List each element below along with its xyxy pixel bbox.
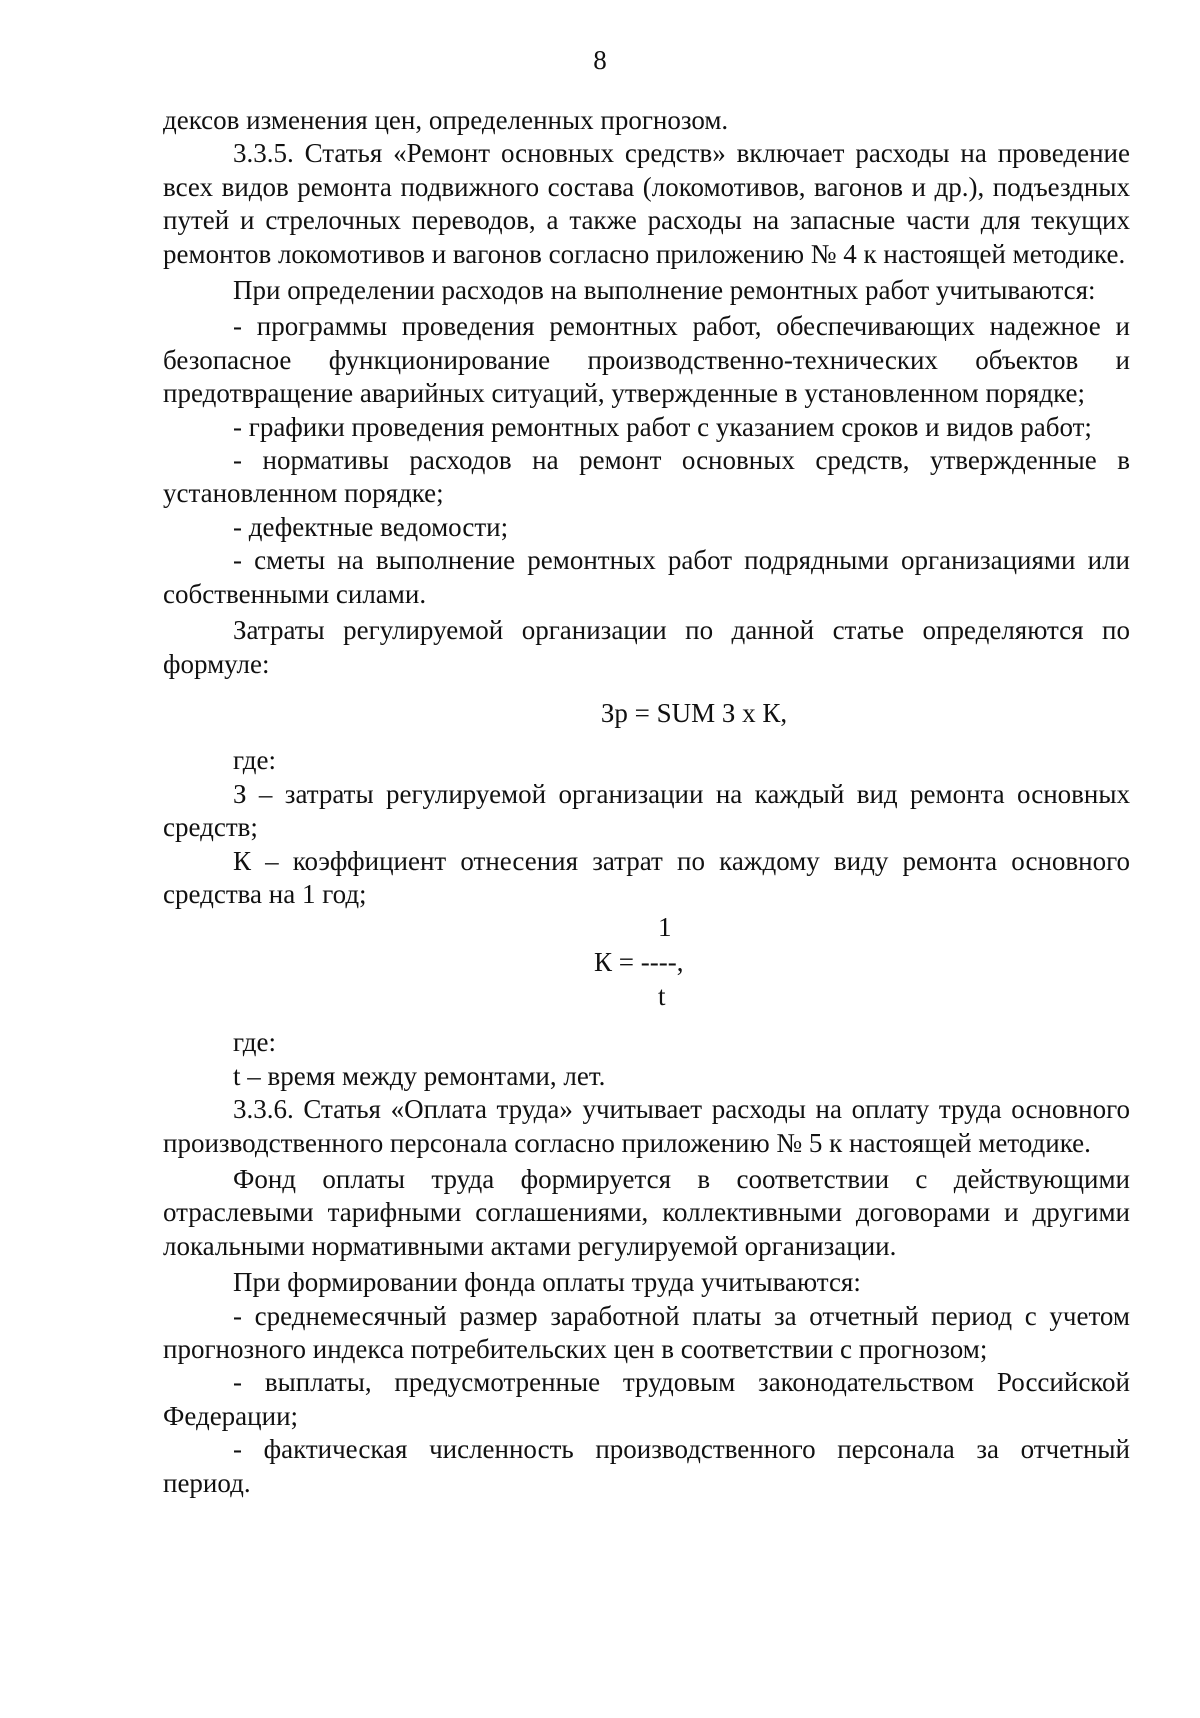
formula-k-fraction: [163, 911, 1130, 1016]
list-item-average-salary: - среднемесячный размер заработной платы за отчетный период с учетом прогнозного индекса потребительских цен в соответствии с прогнозом;: [163, 1300, 1130, 1364]
paragraph-costs-formula-intro: Затраты регулируемой организации по данной статье определяются по формуле:: [163, 615, 1130, 679]
list-item-repair-programs: - программы проведения ремонтных работ, обеспечивающих надежное и безопасное функционирование производственно-технических объектов и предотвращение аварийных ситуаций, утвержденные в установленном порядке;: [163, 311, 1130, 409]
formula-k-denominator: t: [658, 981, 666, 1012]
paragraph-continuation: дексов изменения цен, определенных прогнозом.: [163, 105, 729, 135]
list-item-defect-statements: - дефектные ведомости;: [233, 511, 509, 542]
paragraph-3-3-6: 3.3.6. Статья «Оплата труда» учитывает расходы на оплату труда основного производственного персонала согласно приложению № 5 к настоящей методике.: [163, 1094, 1130, 1158]
paragraph-3-3-5: 3.3.5. Статья «Ремонт основных средств» включает расходы на проведение всех видов ремонта подвижного состава (локомотивов, вагонов и др.), подъездных путей и стрелочных переводов, а также расходы на запасные части для текущих ремонтов локомотивов и вагонов согласно приложению № 4 к настоящей методике.: [163, 138, 1130, 269]
paragraph-wage-fund: Фонд оплаты труда формируется в соответствии с действующими отраслевыми тарифными соглашениями, коллективными договорами и другими локальными нормативными актами регулируемой организации.: [163, 1163, 1130, 1261]
list-item-estimates: - сметы на выполнение ремонтных работ подрядными организациями или собственными силами.: [163, 545, 1130, 609]
definition-k: К – коэффициент отнесения затрат по каждому виду ремонта основного средства на 1 год;: [163, 845, 1130, 909]
paragraph-wage-factors-intro: При формировании фонда оплаты труда учитываются:: [233, 1267, 861, 1298]
document-body: [163, 104, 1130, 1500]
definition-t: t – время между ремонтами, лет.: [233, 1060, 606, 1091]
paragraph-where-1: где:: [233, 745, 276, 776]
list-item-repair-schedules: - графики проведения ремонтных работ с указанием сроков и видов работ;: [233, 411, 1092, 442]
paragraph-where-2: где:: [233, 1027, 276, 1058]
paragraph-repair-factors-intro: При определении расходов на выполнение ремонтных работ учитываются:: [233, 275, 1096, 306]
definition-z: З – затраты регулируемой организации на каждый вид ремонта основных средств;: [163, 778, 1130, 843]
formula-repair-costs: Зр = SUM З х К,: [600, 697, 788, 728]
formula-k-numerator: 1: [658, 912, 672, 943]
list-item-headcount: - фактическая численность производственного персонала за отчетный период.: [163, 1434, 1130, 1498]
list-item-repair-norms: - нормативы расходов на ремонт основных средств, утвержденные в установленном порядке;: [163, 445, 1130, 509]
formula-k-expression: К = ----,: [594, 947, 684, 978]
list-item-legal-payments: - выплаты, предусмотренные трудовым законодательством Российской Федерации;: [163, 1367, 1130, 1431]
page-number: 8: [593, 45, 607, 75]
